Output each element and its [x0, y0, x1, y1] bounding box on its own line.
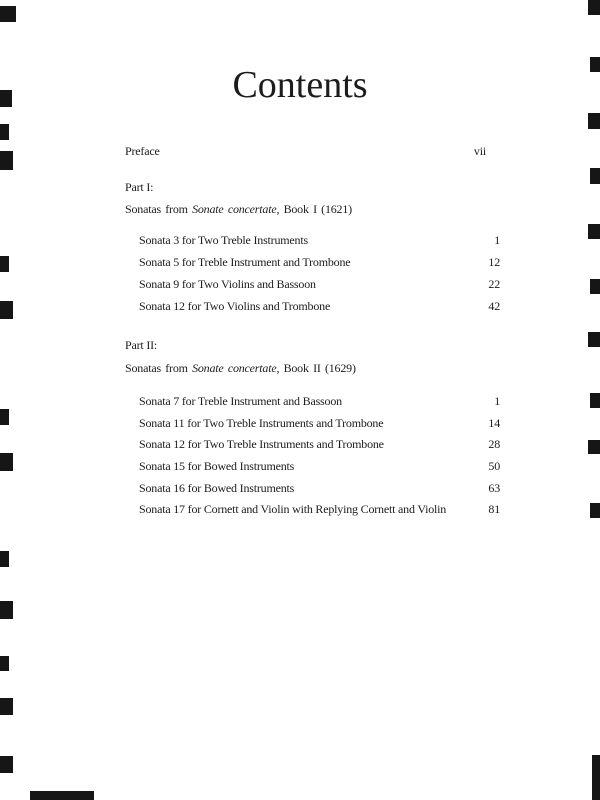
section-intro-text: Sonatas from Sonate concertate, Book II (1629) [125, 361, 356, 375]
section-intro-italic: Sonate concertate, [192, 361, 280, 375]
scan-mark [0, 6, 16, 22]
scan-mark [0, 409, 9, 425]
scan-mark [588, 332, 600, 347]
toc-entry-page-number: 42 [488, 299, 500, 313]
page-title: Contents [232, 64, 368, 107]
scan-mark [590, 393, 600, 408]
scan-mark [0, 756, 13, 773]
scan-mark [0, 124, 9, 140]
toc-entry-page-number: 14 [488, 416, 500, 430]
scan-mark [0, 656, 9, 671]
toc-entry-page-number: 63 [488, 481, 500, 495]
scan-mark [590, 279, 600, 294]
toc-entry-page-number: 50 [488, 459, 500, 473]
toc-entry-page-number: 1 [494, 233, 500, 247]
scan-mark [0, 698, 13, 715]
scan-mark [30, 791, 94, 800]
scan-mark [0, 90, 12, 107]
scan-mark [0, 301, 13, 319]
scan-mark [590, 57, 600, 72]
section-heading-part2 [125, 338, 486, 353]
scan-mark [588, 113, 600, 129]
toc-entry-title: Sonata 15 for Bowed Instruments [139, 459, 295, 473]
toc-entry-title: Sonata 12 for Two Violins and Trombone [139, 299, 331, 313]
toc-entry-row [125, 481, 500, 496]
section-heading-part1 [125, 180, 486, 195]
toc-entry-page-number: 1 [494, 394, 500, 408]
toc-entry-row [125, 299, 500, 314]
scan-mark [590, 168, 600, 184]
toc-entry-row [125, 233, 500, 248]
toc-entry-row [125, 416, 500, 431]
scan-mark [0, 453, 13, 471]
scan-mark [592, 755, 600, 800]
scan-mark [0, 601, 13, 619]
toc-entry-row [125, 502, 500, 517]
preface-page-number: vii [473, 144, 486, 158]
toc-entry-row [125, 394, 500, 409]
toc-entry-row [125, 437, 500, 452]
toc-entry-page-number: 81 [488, 502, 500, 516]
scan-mark [0, 256, 9, 272]
toc-entry-title: Sonata 3 for Two Treble Instruments [139, 233, 308, 247]
toc-entry-row [125, 255, 500, 270]
toc-entry-page-number: 28 [488, 437, 500, 451]
preface-row [125, 144, 486, 159]
scan-mark [0, 151, 13, 170]
toc-entry-title: Sonata 7 for Treble Instrument and Bassoon [139, 394, 342, 408]
scan-mark [588, 0, 600, 15]
toc-entry-title: Sonata 12 for Two Treble Instruments and Trombone [139, 437, 384, 451]
toc-entry-title: Sonata 16 for Bowed Instruments [139, 481, 295, 495]
toc-entry-row [125, 277, 500, 292]
toc-entry-title: Sonata 5 for Treble Instrument and Trombone [139, 255, 351, 269]
toc-entry-row [125, 459, 500, 474]
preface-label: Preface [125, 144, 160, 158]
toc-entry-page-number: 12 [488, 255, 500, 269]
toc-entry-title: Sonata 11 for Two Treble Instruments and Trombone [139, 416, 384, 430]
section-intro-part2 [125, 361, 486, 376]
section-intro-part1 [125, 202, 486, 217]
section-intro-italic: Sonate concertate, [192, 202, 280, 216]
section-heading-label: Part I: [125, 180, 154, 194]
section-heading-label: Part II: [125, 338, 158, 352]
toc-entry-page-number: 22 [488, 277, 500, 291]
toc-entry-title: Sonata 17 for Cornett and Violin with Replying Cornett and Violin [139, 502, 447, 516]
scan-mark [588, 224, 600, 239]
section-intro-text: Sonatas from Sonate concertate, Book I (1621) [125, 202, 352, 216]
toc-entry-title: Sonata 9 for Two Violins and Bassoon [139, 277, 316, 291]
scan-mark [590, 503, 600, 518]
scan-mark [588, 440, 600, 454]
scan-mark [0, 551, 9, 567]
